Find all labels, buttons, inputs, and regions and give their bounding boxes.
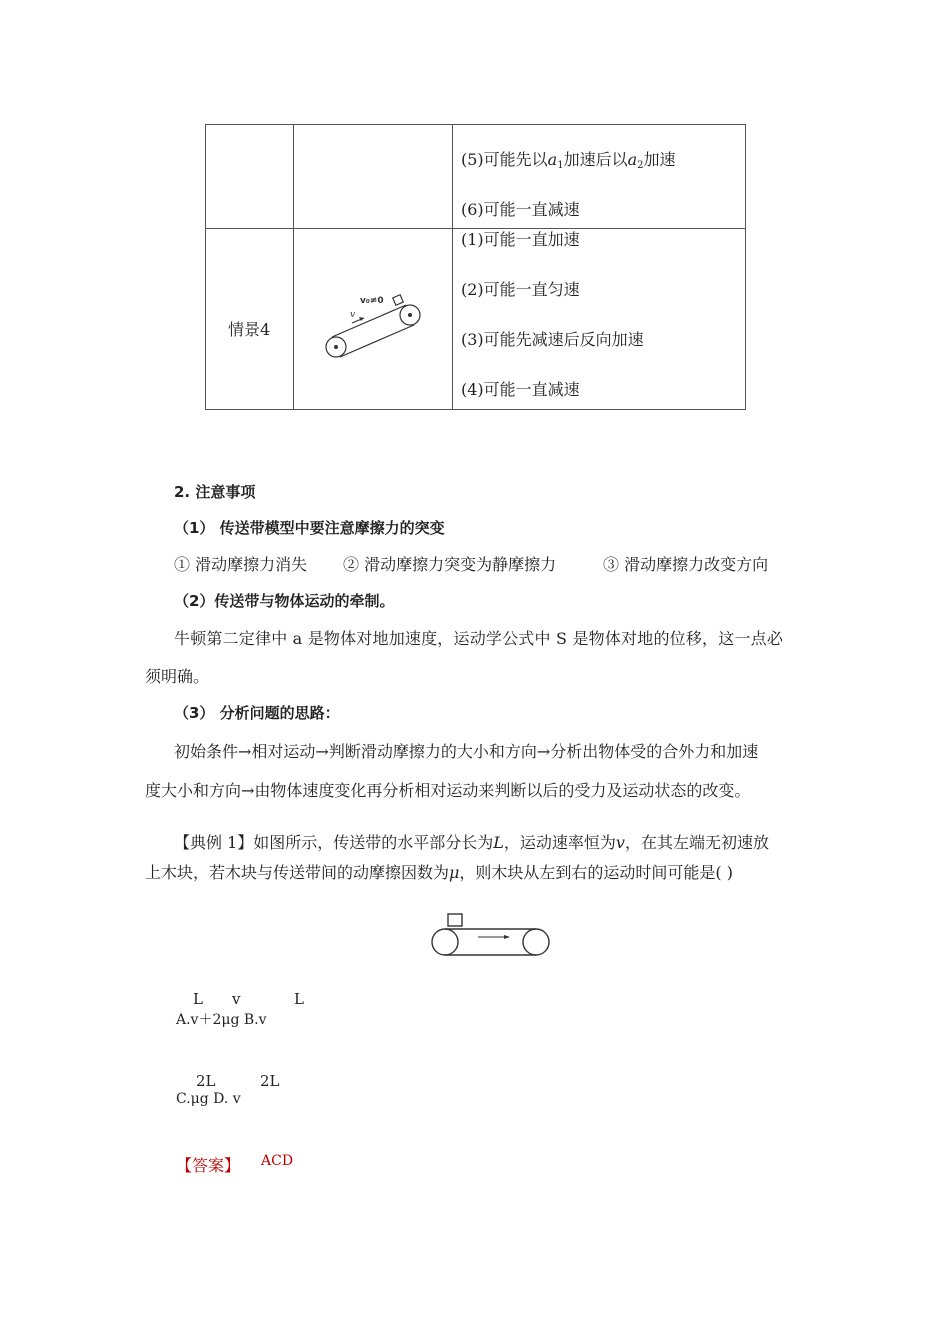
scenario-label: 情景4 bbox=[228, 320, 271, 339]
options-ab-line: A.v＋2μg B.v bbox=[176, 1012, 267, 1028]
belt-top bbox=[332, 305, 406, 337]
outcome-3: (3)可能先减速后反向加速 bbox=[461, 330, 644, 349]
section-heading: 2. 注意事项 bbox=[174, 483, 256, 501]
block bbox=[393, 295, 403, 305]
list-item: ① 滑动摩擦力消失 bbox=[174, 555, 308, 574]
example-line-1: 【典例 1】如图所示，传送带的水平部分长为L，运动速率恒为v，在其左端无初速放 bbox=[174, 833, 769, 852]
list-item: ② 滑动摩擦力突变为静摩擦力 bbox=[343, 555, 557, 574]
table-row bbox=[206, 229, 746, 410]
outcome-1: (1)可能一直加速 bbox=[461, 230, 580, 249]
scenario-label-cell bbox=[206, 229, 294, 410]
paragraph-line: 初始条件→相对运动→判断滑动摩擦力的大小和方向→分析出物体受的合外力和加速 bbox=[174, 742, 759, 761]
right-pulley bbox=[523, 929, 549, 955]
options-cd-line: C.μg D. v bbox=[176, 1091, 241, 1107]
horizontal-conveyor-figure bbox=[428, 912, 554, 958]
paragraph-line: 牛顿第二定律中 a 是物体对地加速度，运动学公式中 S 是物体对地的位移，这一点必 bbox=[174, 629, 784, 648]
scenario-figure-cell bbox=[294, 229, 453, 410]
example-line-2: 上木块，若木块与传送带间的动摩擦因数为μ，则木块从左到右的运动时间可能是( ) bbox=[145, 863, 733, 882]
paragraph-line: 须明确。 bbox=[145, 667, 210, 686]
table-cell-empty bbox=[206, 125, 294, 229]
outcome-5: (5)可能先以$a_1$加速后以$a_2$加速 bbox=[461, 150, 676, 171]
paragraph-line: 度大小和方向→由物体速度变化再分析相对运动来判断以后的受力及运动状态的改变。 bbox=[145, 781, 751, 800]
v-label: v bbox=[350, 310, 356, 320]
subheading-3: （3） 分析问题的思路： bbox=[174, 704, 340, 722]
option-a-numerator: L bbox=[193, 990, 203, 1008]
outcome-4: (4)可能一直减速 bbox=[461, 380, 580, 399]
option-b-numerator: L bbox=[294, 990, 304, 1008]
left-pulley bbox=[432, 929, 458, 955]
outcome-2: (2)可能一直匀速 bbox=[461, 280, 580, 299]
scenario-table bbox=[205, 124, 746, 410]
subheading-2: （2）传送带与物体运动的牵制。 bbox=[174, 592, 395, 610]
list-item: ③ 滑动摩擦力改变方向 bbox=[603, 555, 769, 574]
outcome-6: (6)可能一直减速 bbox=[461, 200, 580, 219]
belt-bottom bbox=[340, 325, 414, 357]
answer-value: ACD bbox=[261, 1153, 294, 1169]
table-row bbox=[206, 125, 746, 229]
answer-label: 【答案】 bbox=[176, 1156, 241, 1175]
inclined-conveyor-figure bbox=[320, 283, 430, 363]
table-cell-empty bbox=[294, 125, 453, 229]
option-c-numerator: 2L bbox=[196, 1072, 216, 1090]
option-d-numerator: 2L bbox=[260, 1072, 280, 1090]
subheading-1: （1） 传送带模型中要注意摩擦力的突变 bbox=[174, 519, 445, 537]
block bbox=[448, 914, 462, 926]
v0-label: v₀≠0 bbox=[360, 296, 384, 306]
option-a-numerator-v: v bbox=[232, 990, 241, 1008]
table-cell-outcomes bbox=[453, 125, 746, 229]
table-cell-outcomes bbox=[453, 229, 746, 410]
